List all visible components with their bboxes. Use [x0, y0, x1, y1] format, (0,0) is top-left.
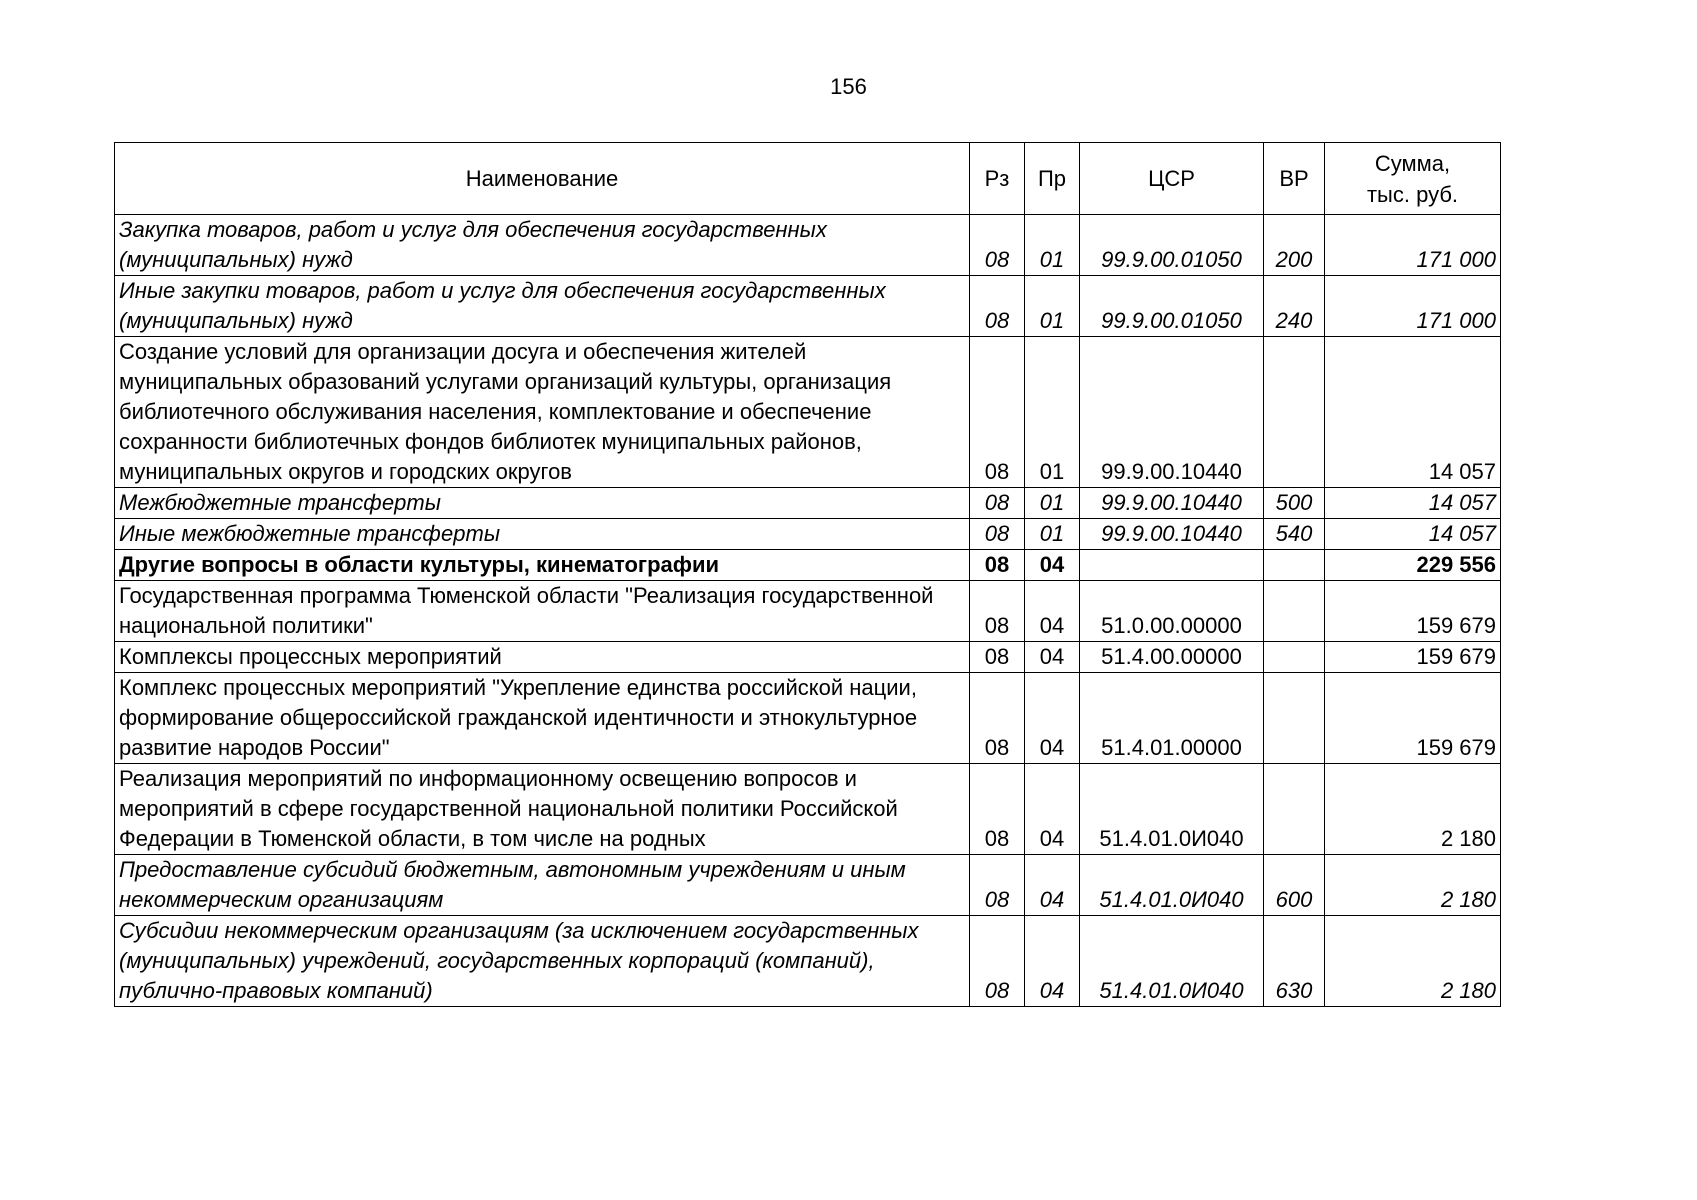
- cell-pr: 04: [1025, 581, 1080, 642]
- cell-rz: 08: [970, 764, 1025, 855]
- cell-name: Субсидии некоммерческим организациям (за исключением государственных (муниципальных) учреждений, государственных корпораций (компаний), публично-правовых компаний): [115, 916, 970, 1007]
- header-csr: ЦСР: [1080, 143, 1264, 215]
- cell-name: Комплексы процессных мероприятий: [115, 642, 970, 673]
- cell-csr: [1080, 550, 1264, 581]
- cell-vr: [1264, 581, 1325, 642]
- cell-sum: 14 057: [1325, 488, 1501, 519]
- cell-vr: [1264, 764, 1325, 855]
- cell-sum: 159 679: [1325, 642, 1501, 673]
- cell-vr: 630: [1264, 916, 1325, 1007]
- cell-name: Межбюджетные трансферты: [115, 488, 970, 519]
- table-row: [115, 215, 1501, 276]
- cell-name: Реализация мероприятий по информационному освещению вопросов и мероприятий в сфере государственной национальной политики Российской Федерации в Тюменской области, в том числе на родных: [115, 764, 970, 855]
- cell-vr: [1264, 642, 1325, 673]
- cell-pr: 04: [1025, 673, 1080, 764]
- cell-pr: 01: [1025, 276, 1080, 337]
- table-row: [115, 519, 1501, 550]
- cell-csr: 51.0.00.00000: [1080, 581, 1264, 642]
- cell-vr: [1264, 550, 1325, 581]
- cell-name: Иные межбюджетные трансферты: [115, 519, 970, 550]
- cell-name: Иные закупки товаров, работ и услуг для обеспечения государственных (муниципальных) нужд: [115, 276, 970, 337]
- budget-table: [114, 142, 1501, 1007]
- cell-csr: 51.4.01.00000: [1080, 673, 1264, 764]
- cell-pr: 04: [1025, 855, 1080, 916]
- cell-rz: 08: [970, 337, 1025, 488]
- cell-pr: 04: [1025, 764, 1080, 855]
- cell-sum: 171 000: [1325, 215, 1501, 276]
- cell-pr: 04: [1025, 916, 1080, 1007]
- cell-csr: 51.4.01.0И040: [1080, 764, 1264, 855]
- cell-csr: 51.4.00.00000: [1080, 642, 1264, 673]
- table-row: [115, 581, 1501, 642]
- table-row: [115, 276, 1501, 337]
- cell-pr: 04: [1025, 642, 1080, 673]
- cell-pr: 01: [1025, 215, 1080, 276]
- cell-csr: 51.4.01.0И040: [1080, 855, 1264, 916]
- table-row: [115, 855, 1501, 916]
- cell-vr: 500: [1264, 488, 1325, 519]
- cell-csr: 99.9.00.01050: [1080, 276, 1264, 337]
- table-row: [115, 642, 1501, 673]
- cell-rz: 08: [970, 673, 1025, 764]
- cell-rz: 08: [970, 215, 1025, 276]
- cell-name: Создание условий для организации досуга и обеспечения жителей муниципальных образований услугами организаций культуры, организация библиотечного обслуживания населения, комплектование и обеспечение сохранности библиотечных фондов библиотек муниципальных районов, муниципальных округов и городских округов: [115, 337, 970, 488]
- cell-rz: 08: [970, 855, 1025, 916]
- cell-sum: 2 180: [1325, 916, 1501, 1007]
- table-row: [115, 764, 1501, 855]
- cell-sum: 159 679: [1325, 673, 1501, 764]
- cell-vr: 600: [1264, 855, 1325, 916]
- table-row: [115, 337, 1501, 488]
- cell-vr: 540: [1264, 519, 1325, 550]
- header-sum-line1: Сумма,: [1374, 150, 1451, 176]
- table-row: [115, 488, 1501, 519]
- cell-rz: 08: [970, 276, 1025, 337]
- cell-name: Предоставление субсидий бюджетным, автономным учреждениям и иным некоммерческим организациям: [115, 855, 970, 916]
- cell-sum: 229 556: [1325, 550, 1501, 581]
- cell-name: Закупка товаров, работ и услуг для обеспечения государственных (муниципальных) нужд: [115, 215, 970, 276]
- header-sum-line2: тыс. руб.: [1366, 181, 1459, 207]
- table-row: [115, 673, 1501, 764]
- table-body: [115, 215, 1501, 1007]
- header-vr: ВР: [1264, 143, 1325, 215]
- cell-name: Комплекс процессных мероприятий "Укрепление единства российской нации, формирование общероссийской гражданской идентичности и этнокультурное развитие народов России": [115, 673, 970, 764]
- cell-vr: 240: [1264, 276, 1325, 337]
- cell-csr: 99.9.00.10440: [1080, 488, 1264, 519]
- cell-csr: 99.9.00.10440: [1080, 337, 1264, 488]
- cell-pr: 01: [1025, 488, 1080, 519]
- header-sum: [1325, 143, 1501, 215]
- cell-sum: 159 679: [1325, 581, 1501, 642]
- cell-csr: 99.9.00.01050: [1080, 215, 1264, 276]
- table-header-row: [115, 143, 1501, 215]
- cell-csr: 99.9.00.10440: [1080, 519, 1264, 550]
- cell-pr: 04: [1025, 550, 1080, 581]
- page-number: 156: [830, 74, 867, 99]
- cell-sum: 14 057: [1325, 337, 1501, 488]
- cell-sum: 2 180: [1325, 764, 1501, 855]
- cell-rz: 08: [970, 488, 1025, 519]
- cell-pr: 01: [1025, 337, 1080, 488]
- cell-vr: [1264, 673, 1325, 764]
- cell-rz: 08: [970, 581, 1025, 642]
- cell-csr: 51.4.01.0И040: [1080, 916, 1264, 1007]
- cell-name: Другие вопросы в области культуры, кинематографии: [115, 550, 970, 581]
- cell-sum: 2 180: [1325, 855, 1501, 916]
- cell-rz: 08: [970, 550, 1025, 581]
- header-name: Наименование: [115, 143, 970, 215]
- cell-sum: 14 057: [1325, 519, 1501, 550]
- cell-pr: 01: [1025, 519, 1080, 550]
- table-row: [115, 916, 1501, 1007]
- cell-vr: [1264, 337, 1325, 488]
- header-rz: Рз: [970, 143, 1025, 215]
- cell-sum: 171 000: [1325, 276, 1501, 337]
- table-row: [115, 550, 1501, 581]
- cell-vr: 200: [1264, 215, 1325, 276]
- cell-rz: 08: [970, 642, 1025, 673]
- header-pr: Пр: [1025, 143, 1080, 215]
- cell-name: Государственная программа Тюменской области "Реализация государственной национальной политики": [115, 581, 970, 642]
- cell-rz: 08: [970, 519, 1025, 550]
- cell-rz: 08: [970, 916, 1025, 1007]
